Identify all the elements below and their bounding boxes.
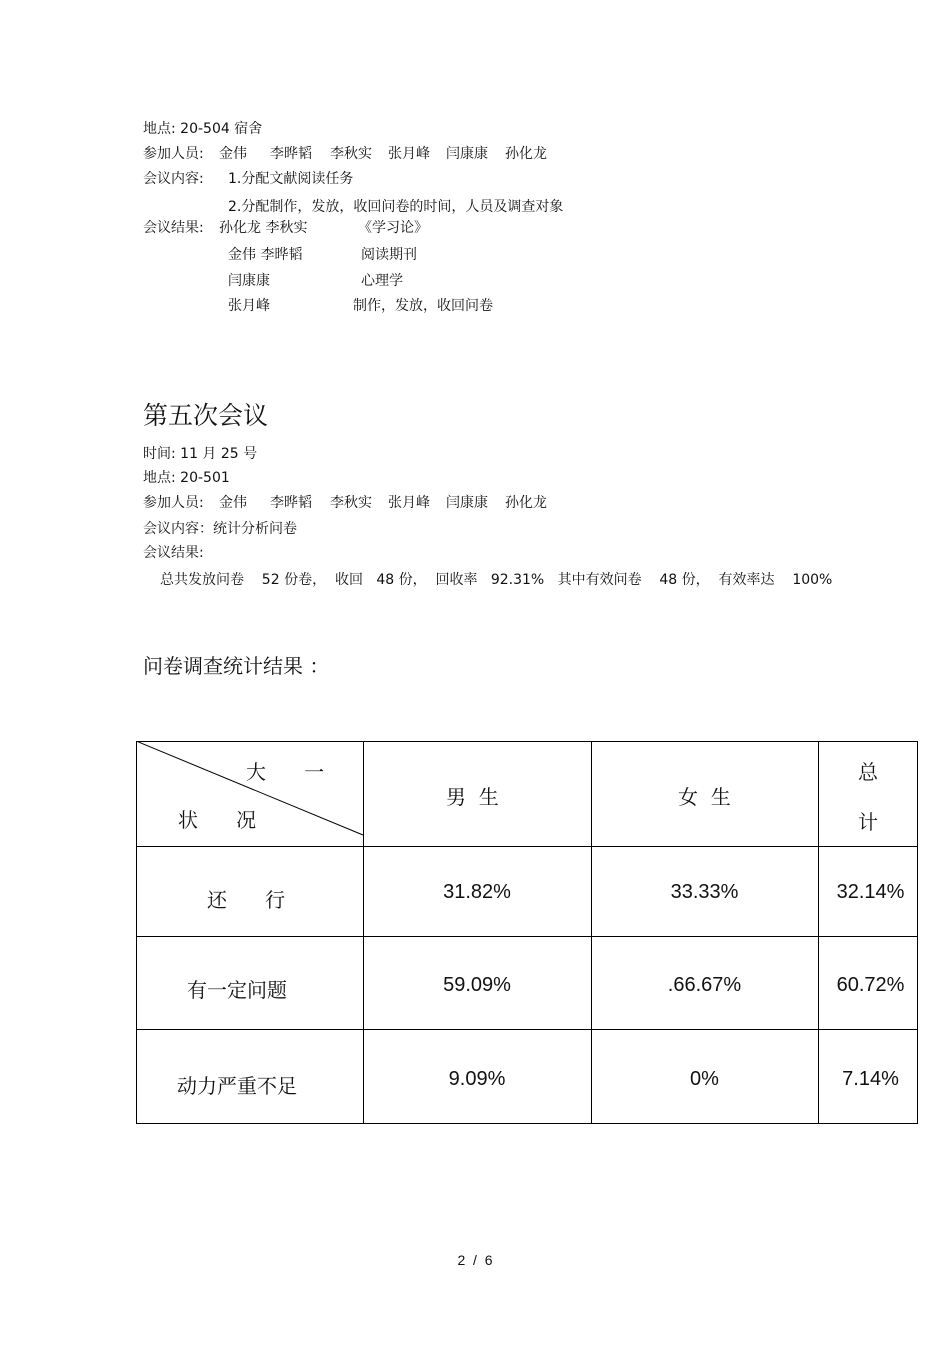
column-header-male: 男 生 xyxy=(446,785,499,809)
meeting5-participant: 闫康康 xyxy=(446,495,488,511)
column-header-total: 计 xyxy=(858,810,878,834)
result-people: 金伟 李晔韬 xyxy=(228,247,303,263)
result-task: 阅读期刊 xyxy=(361,247,417,263)
result-people: 张月峰 xyxy=(228,298,270,314)
table-rule xyxy=(818,741,819,1124)
meeting4-content-item: 2.分配制作，发放，收回问卷的时间，人员及调查对象 xyxy=(228,199,564,215)
column-header-total: 总 xyxy=(858,760,878,784)
row-label: 有一定问题 xyxy=(187,978,287,1002)
survey-title: 问卷调查统计结果 ： xyxy=(143,654,330,678)
meeting4-participants-label: 参加人员: xyxy=(143,146,204,162)
table-rule xyxy=(591,741,592,1124)
result-task: 制作，发放，收回问卷 xyxy=(353,298,493,314)
result-people: 闫康康 xyxy=(228,273,270,289)
meeting5-participant: 孙化龙 xyxy=(505,495,547,511)
cell-male: 59.09% xyxy=(443,974,511,996)
meeting5-summary: 总共发放问卷 52 份卷， 收回 48 份， 回收率 92.31% 其中有效问卷 48 份， 有效率达 100% xyxy=(160,572,833,588)
meeting5-content: 会议内容：统计分析问卷 xyxy=(143,521,297,537)
cell-male: 31.82% xyxy=(443,881,511,903)
meeting5-title: 第五次会议 xyxy=(143,401,269,430)
meeting5-participants-label: 参加人员: xyxy=(143,495,204,511)
result-task: 心理学 xyxy=(361,273,403,289)
meeting4-participant: 张月峰 xyxy=(388,146,430,162)
corner-top-label: 大 一 xyxy=(246,760,325,784)
table-rule xyxy=(136,1029,918,1030)
meeting4-participant: 孙化龙 xyxy=(505,146,547,162)
result-task: 《学习论》 xyxy=(358,220,428,236)
meeting4-place: 地点: 20-504 宿舍 xyxy=(143,121,263,137)
result-people: 孙化龙 李秋实 xyxy=(219,220,308,236)
page-number: 2 / 6 xyxy=(457,1252,493,1268)
row-label: 还 行 xyxy=(207,888,286,912)
table-rule xyxy=(917,741,918,1124)
cell-total: 32.14% xyxy=(836,881,905,903)
meeting5-result-label: 会议结果: xyxy=(143,545,204,561)
meeting4-result-label: 会议结果: xyxy=(143,220,204,236)
cell-female: 0% xyxy=(690,1068,719,1090)
meeting5-place: 地点: 20-501 xyxy=(143,470,230,486)
meeting4-content-label: 会议内容: xyxy=(143,171,204,187)
meeting5-participant: 李晔韬 xyxy=(270,495,312,511)
row-label: 动力严重不足 xyxy=(177,1074,297,1098)
meeting4-participant: 闫康康 xyxy=(446,146,488,162)
corner-bottom-label: 状 况 xyxy=(178,808,257,832)
cell-total: 7.14% xyxy=(842,1068,899,1090)
meeting5-time: 时间: 11 月 25 号 xyxy=(143,446,258,462)
table-rule xyxy=(136,1123,918,1124)
column-header-female: 女 生 xyxy=(678,785,731,809)
meeting4-content-item: 1.分配文献阅读任务 xyxy=(228,171,354,187)
meeting4-participant: 李秋实 xyxy=(330,146,372,162)
meeting4-participant: 李晔韬 xyxy=(270,146,312,162)
cell-female: .66.67% xyxy=(667,974,742,996)
cell-female: 33.33% xyxy=(670,881,739,903)
meeting5-participant: 张月峰 xyxy=(388,495,430,511)
table-rule xyxy=(136,936,918,937)
cell-male: 9.09% xyxy=(448,1068,506,1090)
meeting5-participant: 李秋实 xyxy=(330,495,372,511)
cell-total: 60.72% xyxy=(836,974,905,996)
meeting4-participant: 金伟 xyxy=(219,146,247,162)
meeting5-participant: 金伟 xyxy=(219,495,247,511)
